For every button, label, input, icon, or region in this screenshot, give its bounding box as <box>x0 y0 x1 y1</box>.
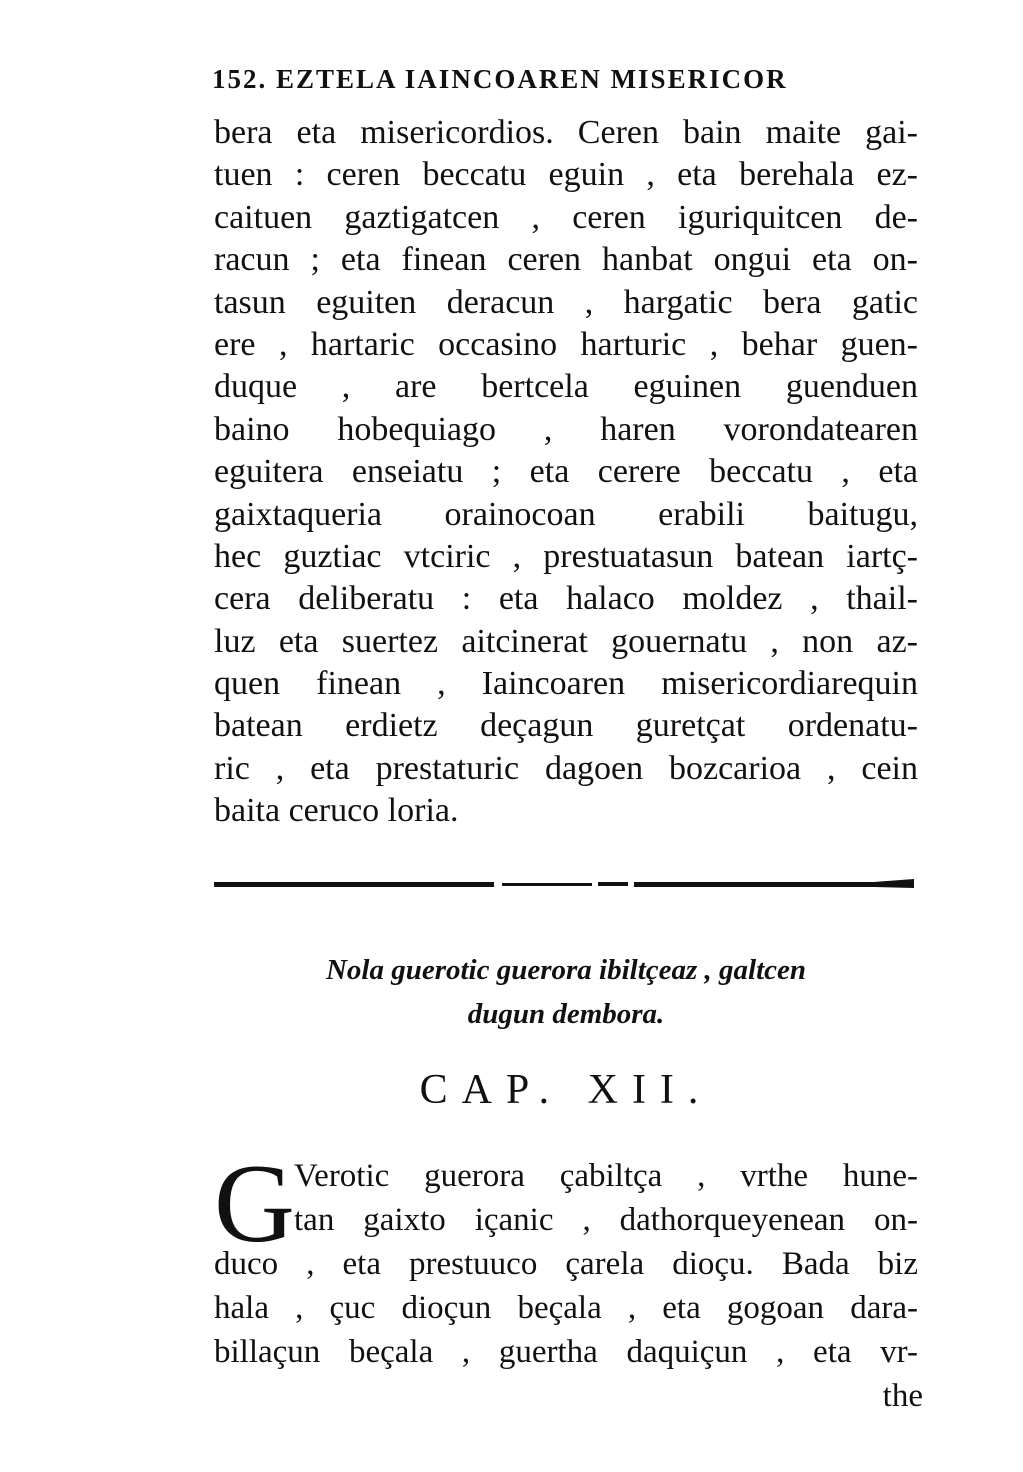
text-line: duque , are bertcela eguinen guenduen <box>214 368 918 406</box>
ornament-rule <box>214 878 914 890</box>
text-line: gaixtaqueria orainocoan erabili baitugu, <box>214 495 918 533</box>
text-line: hala , çuc dioçun beçala , eta gogoan dara- <box>214 1290 918 1326</box>
drop-cap: G <box>214 1142 295 1266</box>
text-line: tuen : ceren beccatu eguin , eta berehala ez- <box>214 156 918 194</box>
chapter-summary-line: Nola guerotic guerora ibiltçeaz , galtcen <box>325 954 807 986</box>
text-line: duco , eta prestuuco çarela dioçu. Bada biz <box>214 1246 918 1282</box>
text-line: billaçun beçala , guertha daquiçun , eta vr- <box>214 1334 918 1370</box>
text-line: baita ceruco loria. <box>214 792 459 830</box>
text-line: ere , hartaric occasino harturic , behar guen- <box>214 325 918 363</box>
text-line: baino hobequiago , haren vorondatearen <box>214 410 918 448</box>
running-head: 152. EZTELA IAINCOAREN MISERICOR <box>212 64 788 94</box>
text-line: Verotic guerora çabiltça , vrthe hune- <box>294 1158 918 1194</box>
chapter-summary-line: dugun dembora. <box>467 998 665 1030</box>
chapter-paragraph <box>214 1142 918 1374</box>
text-line: ric , eta prestaturic dagoen bozcarioa , cein <box>214 749 918 787</box>
text-line: hec guztiac vtciric , prestuatasun batean iartç- <box>214 537 918 575</box>
text-line: cera deliberatu : eta halaco moldez , thail- <box>214 580 918 618</box>
text-line: racun ; eta finean ceren hanbat ongui eta on- <box>214 241 918 279</box>
text-line: luz eta suertez aitcinerat gouernatu , non az- <box>214 622 918 660</box>
text-line: eguitera enseiatu ; eta cerere beccatu , eta <box>214 453 918 491</box>
text-line: tasun eguiten deracun , hargatic bera gatic <box>214 283 918 321</box>
chapter-summary <box>214 948 918 1036</box>
catchword: the <box>882 1378 923 1414</box>
text-line: quen finean , Iaincoaren misericordiarequin <box>214 665 918 703</box>
text-line: caituen gaztigatcen , ceren iguriquitcen de- <box>214 198 918 236</box>
text-line: bera eta misericordios. Ceren bain maite gai- <box>214 114 918 151</box>
chapter-heading: CAP. XII. <box>419 1067 713 1113</box>
body-paragraph <box>214 112 918 833</box>
text-line: batean erdietz deçagun guretçat ordenatu- <box>214 707 918 745</box>
text-line: tan gaixto içanic , dathorqueyenean on- <box>294 1202 918 1238</box>
